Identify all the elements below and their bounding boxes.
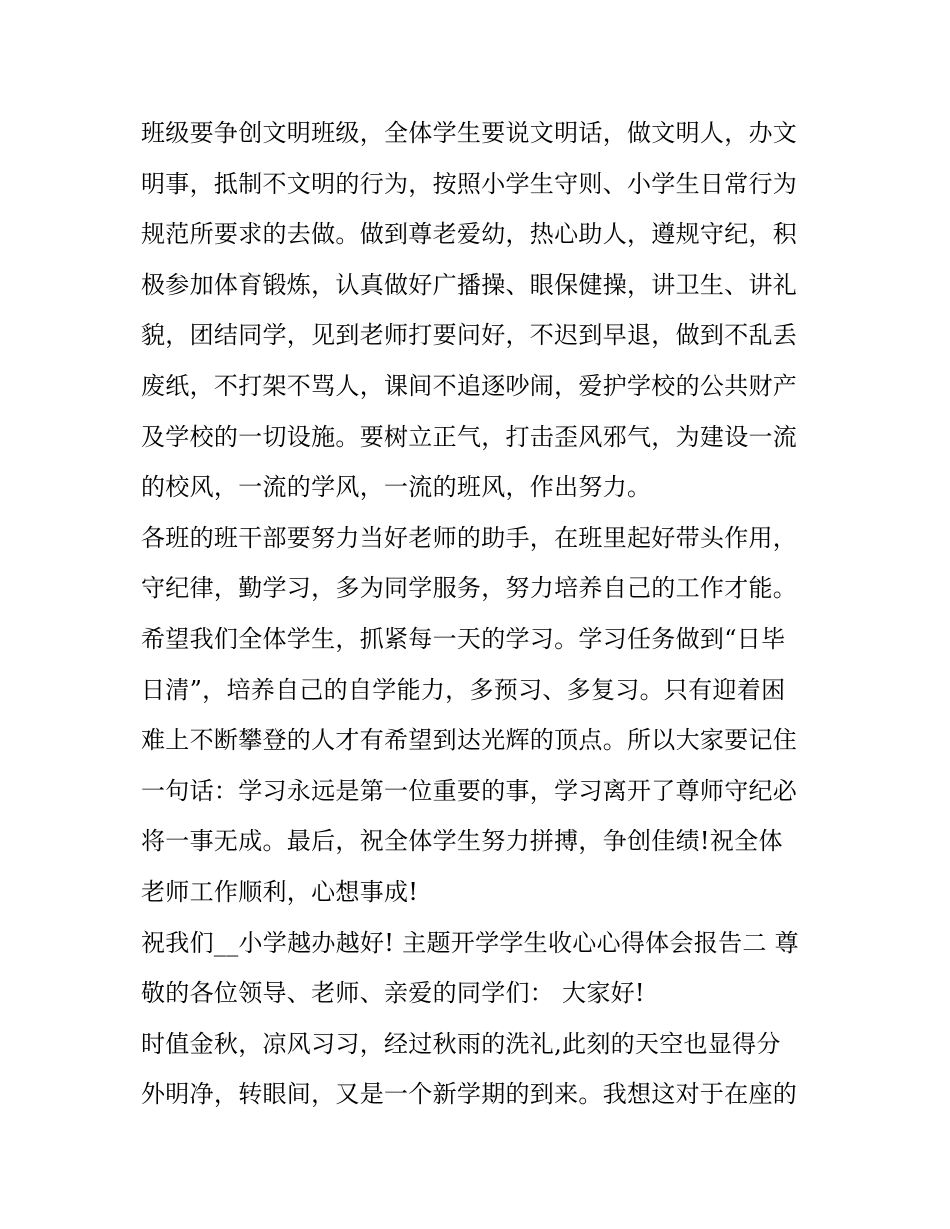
text-line: 老师工作顺利，心想事成! xyxy=(141,877,419,906)
text-line: 及学校的一切设施。要树立正气，打击歪风邪气，为建设一流 xyxy=(141,422,798,451)
text-line: 各班的班干部要努力当好老师的助手，在班里起好带头作用， xyxy=(141,523,798,552)
text-line: 时值金秋，凉风习习，经过秋雨的洗礼,此刻的天空也显得分 xyxy=(141,1029,781,1058)
text-line: 废纸，不打架不骂人，课间不追逐吵闹，爱护学校的公共财产 xyxy=(141,371,798,400)
text-line: 日清”，培养自己的自学能力，多预习、多复习。只有迎着困 xyxy=(141,675,786,704)
text-line: 守纪律，勤学习，多为同学服务，努力培养自己的工作才能。 xyxy=(141,574,798,603)
text-line: 将一事无成。最后，祝全体学生努力拼搏，争创佳绩!祝全体 xyxy=(141,827,783,856)
text-line: 貌，团结同学，见到老师打要问好，不迟到早退，做到不乱丢 xyxy=(141,321,798,350)
text-line: 的校风，一流的学风，一流的班风，作出努力。 xyxy=(141,473,652,502)
text-line: 难上不断攀登的人才有希望到达光辉的顶点。所以大家要记住 xyxy=(141,726,798,755)
text-line: 外明净，转眼间，又是一个新学期的到来。我想这对于在座的 xyxy=(141,1080,798,1109)
text-line: 敬的各位领导、老师、亲爱的同学们： 大家好! xyxy=(141,979,645,1008)
text-line: 明事，抵制不文明的行为，按照小学生守则、小学生日常行为 xyxy=(141,169,798,198)
body-text xyxy=(141,108,813,1120)
text-line: 祝我们__小学越办越好! 主题开学学生收心心得体会报告二 尊 xyxy=(141,928,799,957)
text-line: 规范所要求的去做。做到尊老爱幼，热心助人，遵规守纪，积 xyxy=(141,220,798,249)
text-line: 一句话：学习永远是第一位重要的事，学习离开了尊师守纪必 xyxy=(141,776,798,805)
text-line: 极参加体育锻炼，认真做好广播操、眼保健操，讲卫生、讲礼 xyxy=(141,270,798,299)
text-line: 希望我们全体学生，抓紧每一天的学习。学习任务做到“日毕 xyxy=(141,624,786,653)
text-line: 班级要争创文明班级，全体学生要说文明话，做文明人，办文 xyxy=(141,119,798,147)
